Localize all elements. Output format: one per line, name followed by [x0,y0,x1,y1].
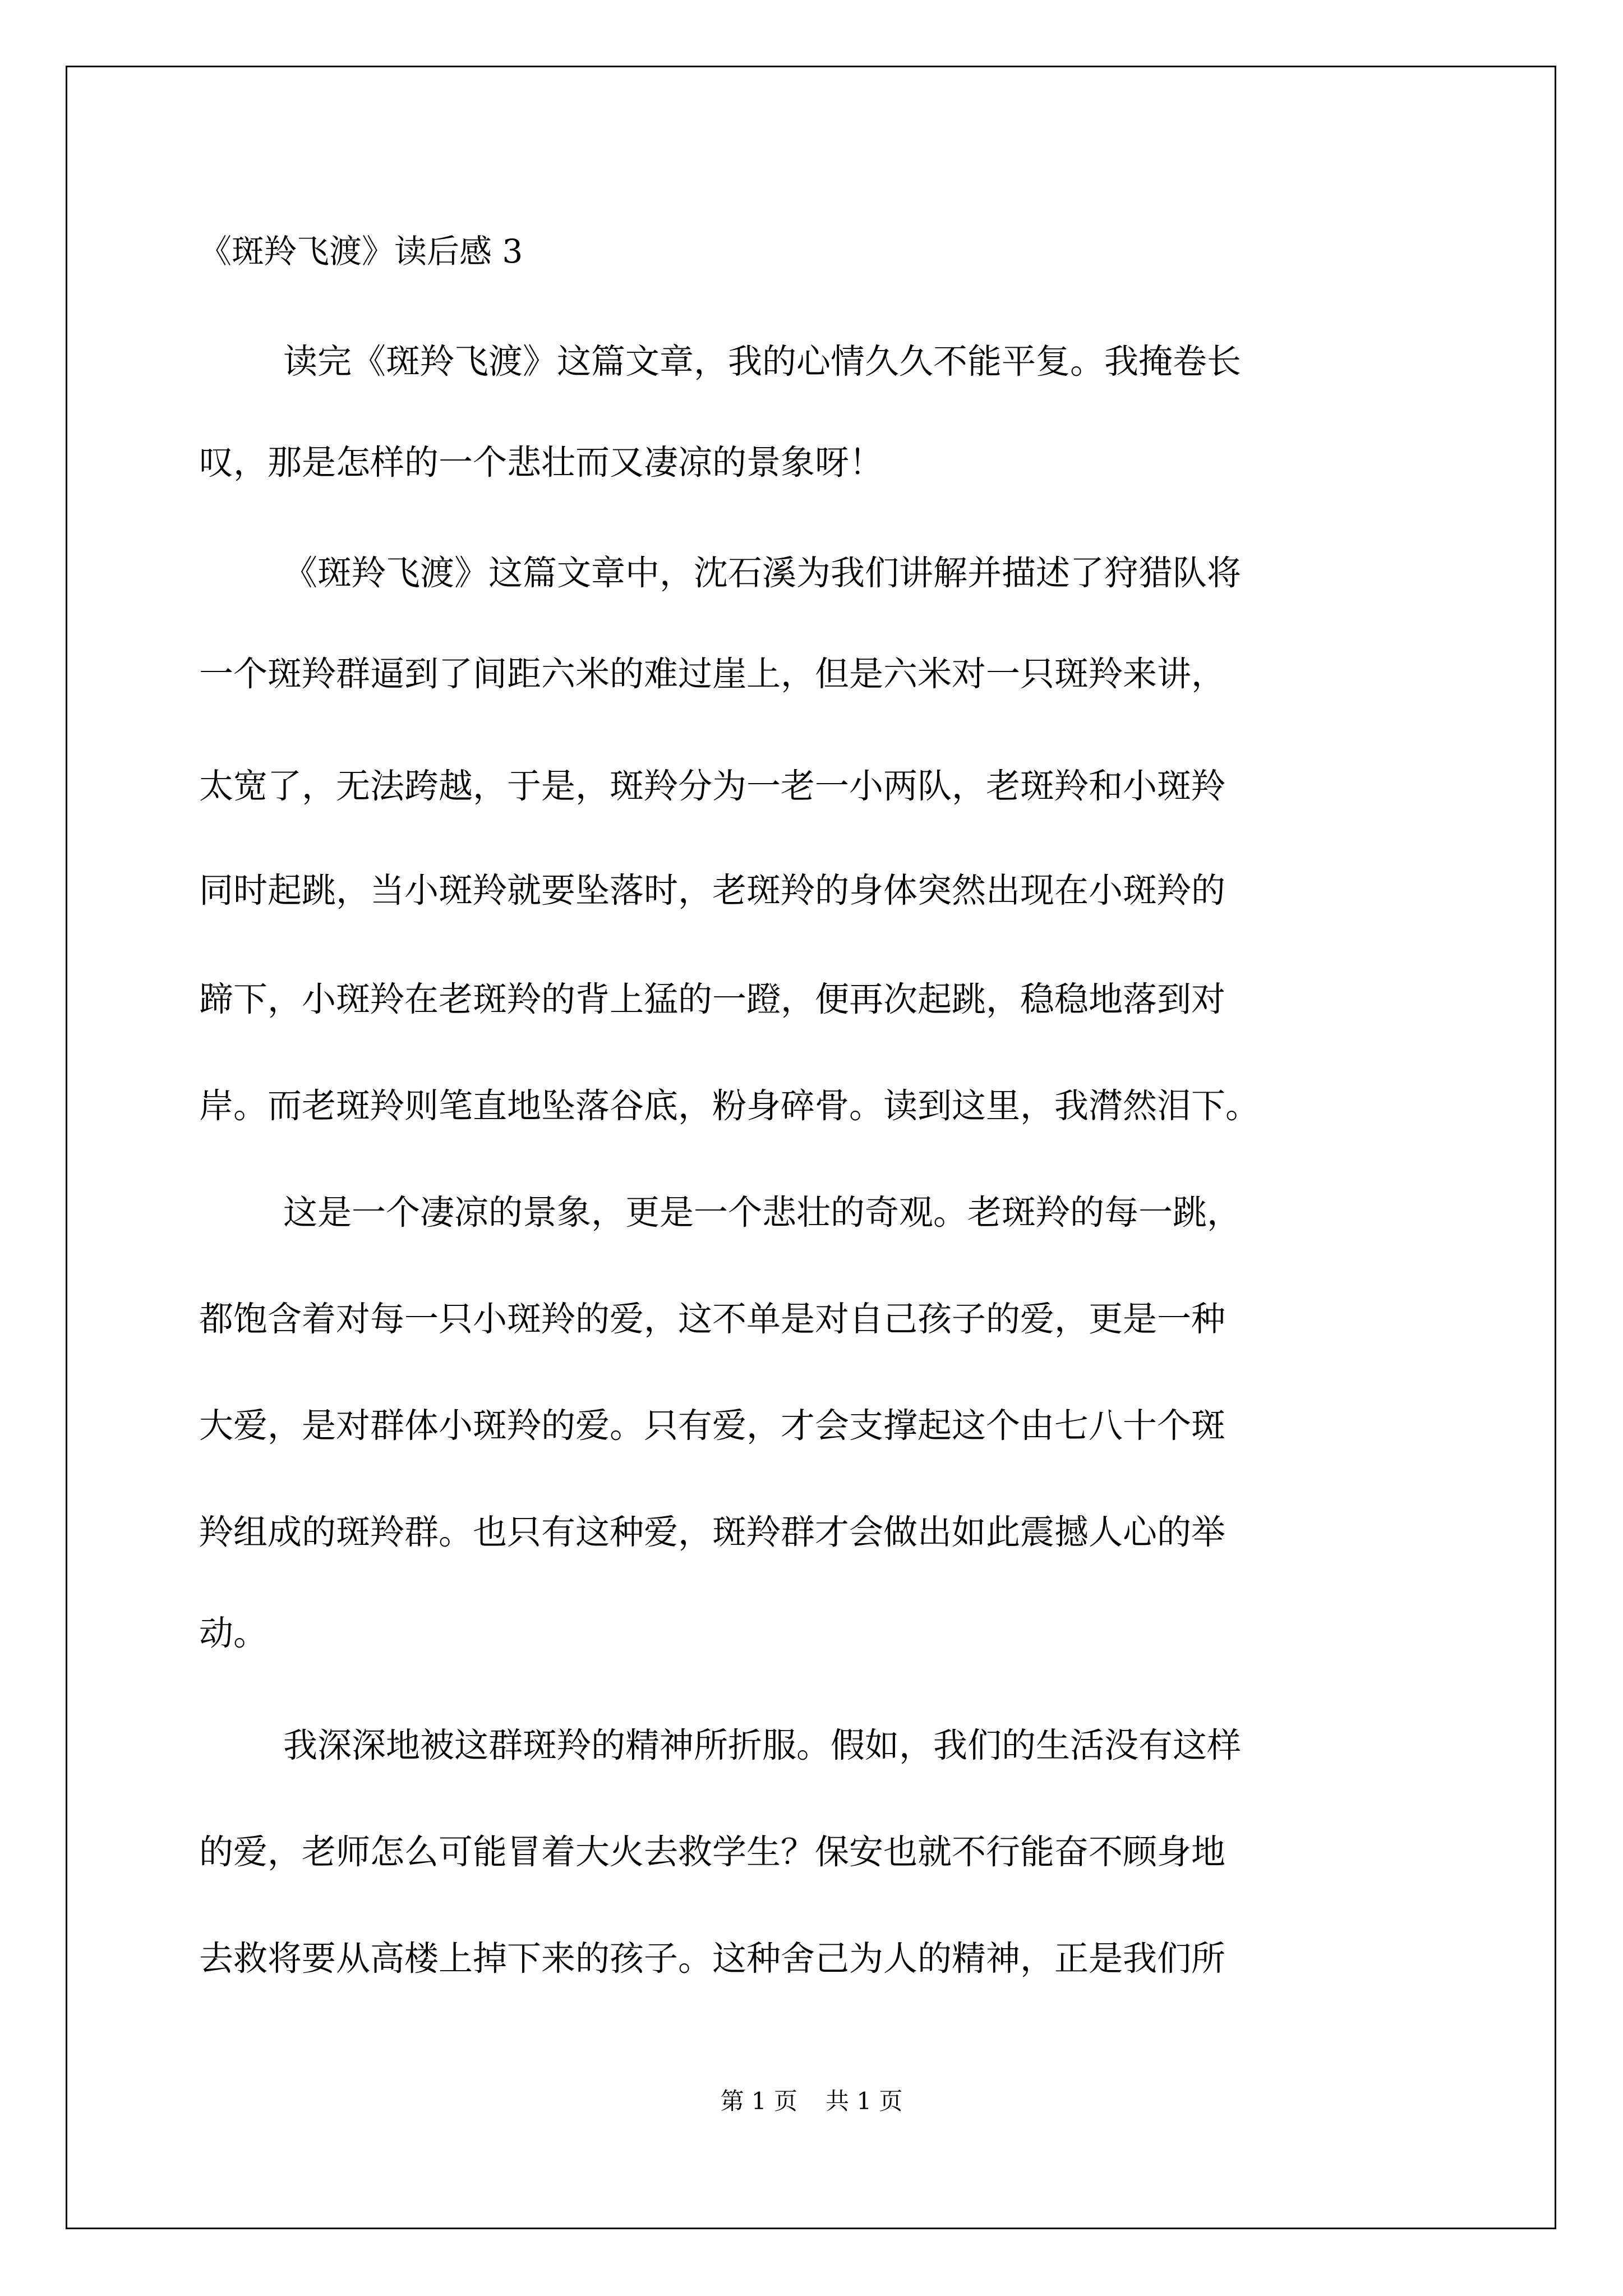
page-number: 第 1 页 [720,2087,797,2115]
page-border [66,66,1556,2229]
paragraph-line: 同时起跳，当小斑羚就要坠落时，老斑羚的身体突然出现在小斑羚的 [199,871,1226,910]
paragraph-line: 《斑羚飞渡》这篇文章中，沈石溪为我们讲解并描述了狩猎队将 [283,553,1242,593]
page-footer [0,2086,1623,2117]
paragraph-line: 太宽了，无法跨越，于是，斑羚分为一老一小两队，老斑羚和小斑羚 [199,766,1226,806]
paragraph-line: 岸。而老斑羚则笔直地坠落谷底，粉身碎骨。读到这里，我潸然泪下。 [199,1086,1260,1126]
paragraph-line: 叹，那是怎样的一个悲壮而又凄凉的景象呀！ [199,443,884,482]
paragraph-line: 蹄下，小斑羚在老斑羚的背上猛的一蹬，便再次起跳，稳稳地落到对 [199,979,1226,1019]
paragraph-line: 一个斑羚群逼到了间距六米的难过崖上，但是六米对一只斑羚来讲， [199,654,1226,694]
paragraph-line: 动。 [199,1613,268,1653]
paragraph-line: 都饱含着对每一只小斑羚的爱，这不单是对自己孩子的爱，更是一种 [199,1299,1226,1339]
paragraph-line: 大爱，是对群体小斑羚的爱。只有爱，才会支撑起这个由七八十个斑 [199,1406,1226,1446]
paragraph-line: 羚组成的斑羚群。也只有这种爱，斑羚群才会做出如此震撼人心的举 [199,1512,1226,1552]
page-total: 共 1 页 [826,2087,903,2115]
document-title: 《斑羚飞渡》读后感 3 [199,232,523,270]
paragraph-line: 的爱，老师怎么可能冒着大火去救学生？保安也就不行能奋不顾身地 [199,1832,1226,1872]
paragraph-line: 读完《斑羚飞渡》这篇文章，我的心情久久不能平复。我掩卷长 [283,342,1242,381]
paragraph-line: 去救将要从高楼上掉下来的孩子。这种舍己为人的精神，正是我们所 [199,1939,1226,1978]
paragraph-line: 这是一个凄凉的景象，更是一个悲壮的奇观。老斑羚的每一跳， [283,1193,1242,1232]
paragraph-line: 我深深地被这群斑羚的精神所折服。假如，我们的生活没有这样 [283,1726,1242,1765]
